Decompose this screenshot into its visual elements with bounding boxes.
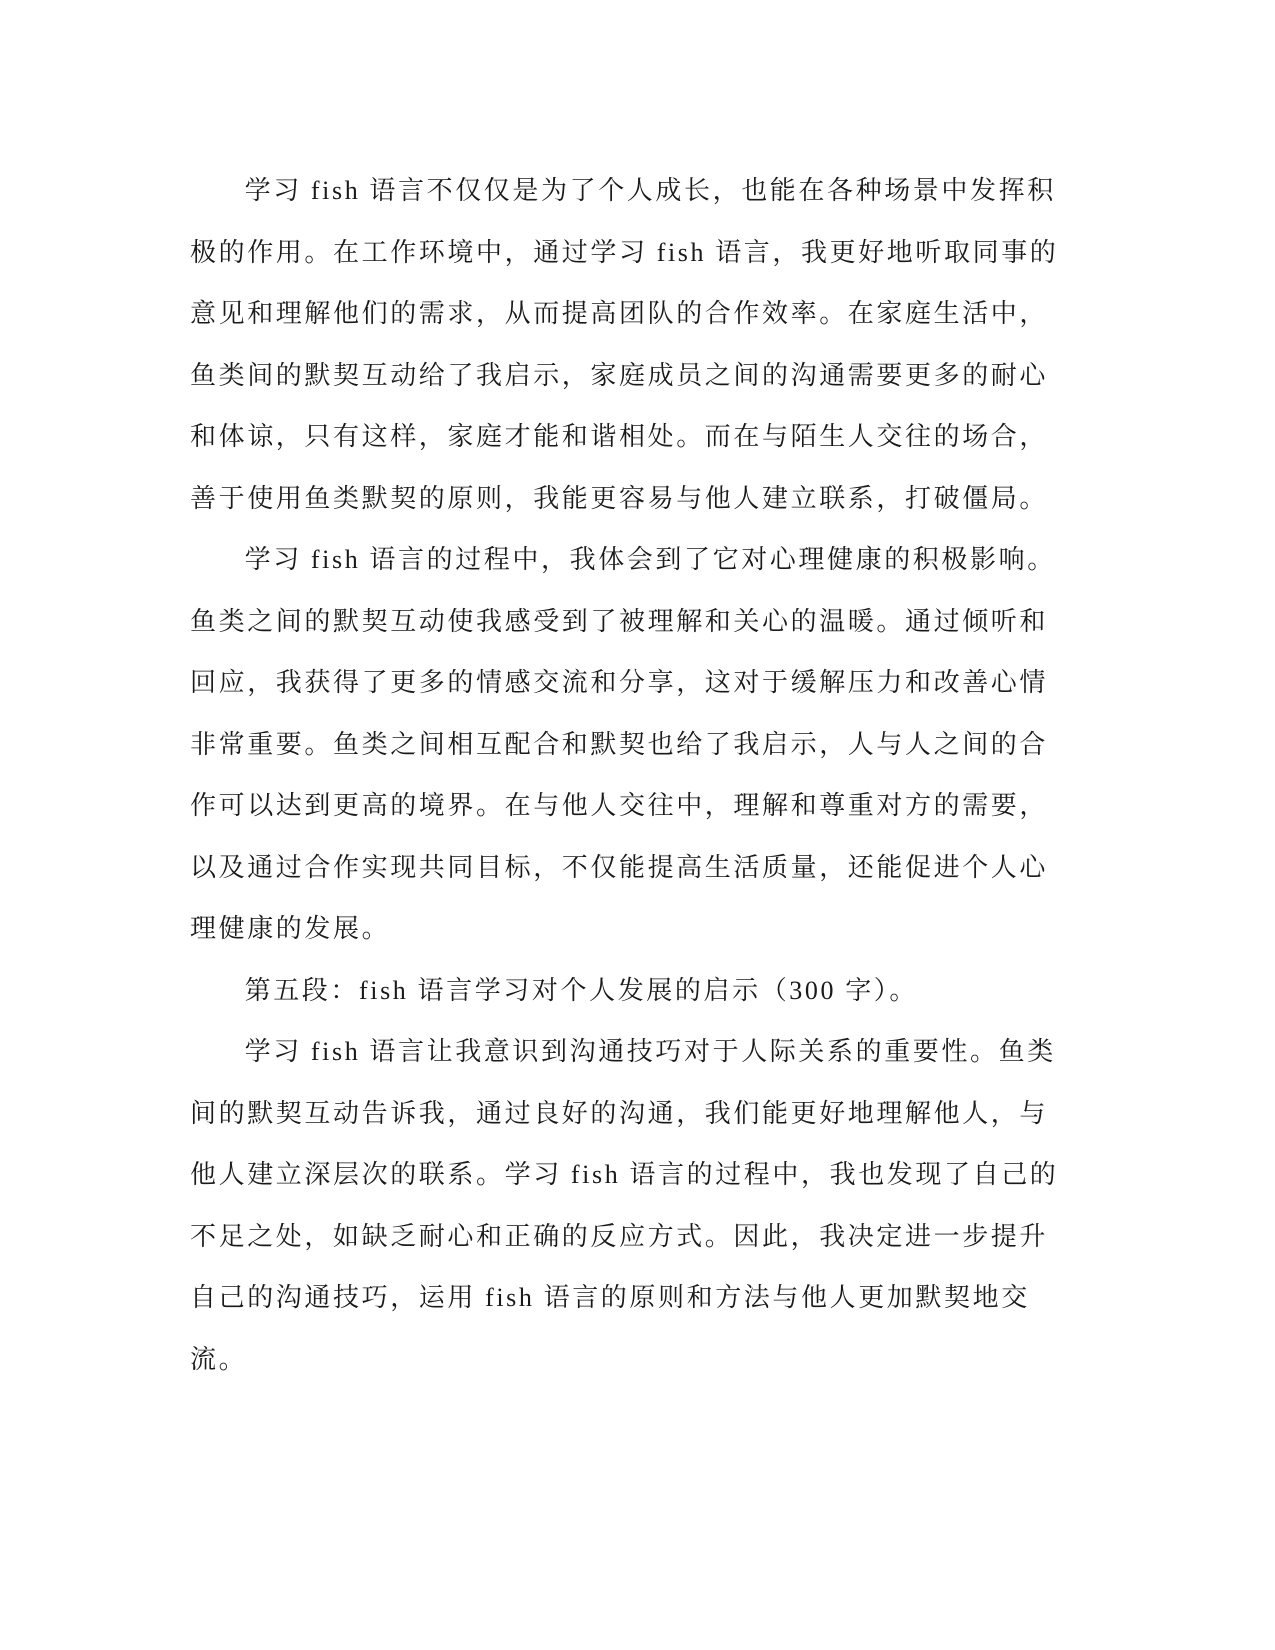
document-body bbox=[190, 160, 1070, 1390]
paragraph-social-scenarios: 学习 fish 语言不仅仅是为了个人成长，也能在各种场景中发挥积极的作用。在工作环境中，通过学习 fish 语言，我更好地听取同事的意见和理解他们的需求，从而提高团队的合作效率。在家庭生活中，鱼类间的默契互动给了我启示，家庭成员之间的沟通需要更多的耐心和体谅，只有这样，家庭才能和谐相处。而在与陌生人交往的场合，善于使用鱼类默契的原则，我能更容易与他人建立联系，打破僵局。 bbox=[190, 176, 1059, 513]
paragraph-mental-health: 学习 fish 语言的过程中，我体会到了它对心理健康的积极影响。鱼类之间的默契互动使我感受到了被理解和关心的温暖。通过倾听和回应，我获得了更多的情感交流和分享，这对于缓解压力和改善心情非常重要。鱼类之间相互配合和默契也给了我启示，人与人之间的合作可以达到更高的境界。在与他人交往中，理解和尊重对方的需要，以及通过合作实现共同目标，不仅能提高生活质量，还能促进个人心理健康的发展。 bbox=[190, 545, 1056, 943]
section-heading-fifth: 第五段：fish 语言学习对个人发展的启示（300 字）。 bbox=[244, 975, 918, 1005]
paragraph-personal-development: 学习 fish 语言让我意识到沟通技巧对于人际关系的重要性。鱼类间的默契互动告诉我，通过良好的沟通，我们能更好地理解他人，与他人建立深层次的联系。学习 fish 语言的过程中，我也发现了自己的不足之处，如缺乏耐心和正确的反应方式。因此，我决定进一步提升自己的沟通技巧，运用 fish 语言的原则和方法与他人更加默契地交流。 bbox=[190, 1037, 1059, 1374]
